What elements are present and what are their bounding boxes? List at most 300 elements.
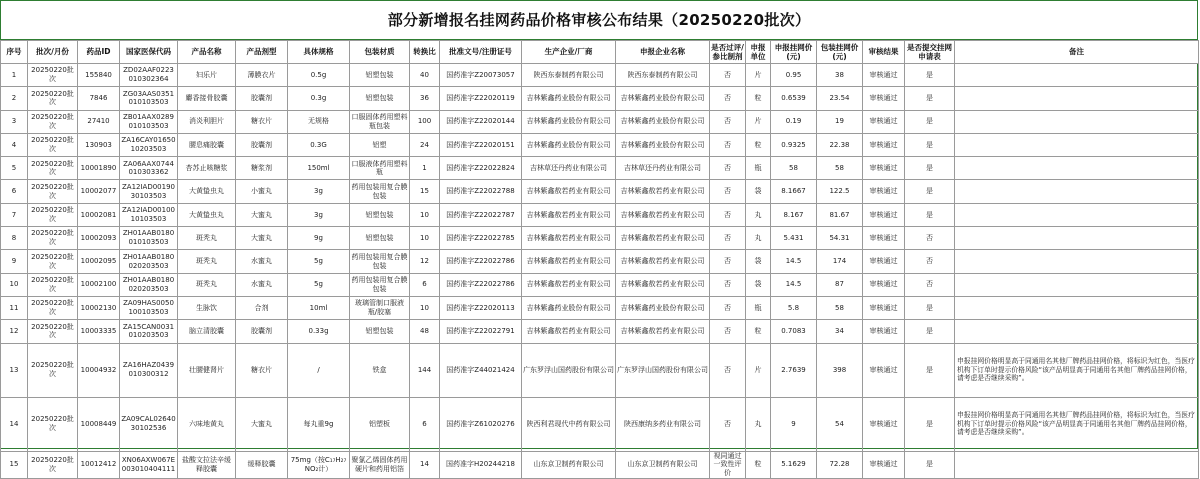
table-cell: 吉林紫鑫敖若药业有限公司 — [616, 180, 710, 203]
table-cell: 58 — [771, 157, 817, 180]
table-cell: 5g — [288, 250, 350, 273]
table-cell: 大黄蛰虫丸 — [178, 203, 236, 226]
table-cell: 吉林紫鑫敖若药业有限公司 — [522, 320, 616, 343]
table-cell: 申报挂网价格明显高于同通用名其他厂牌药品挂网价格，将标识为红色，当医疗机构下订单时提示价格风险“该产品明显高于同通用名其他厂牌药品挂网价格，请考虑是否继续采购”。 — [955, 343, 1199, 397]
table-cell: 否 — [905, 227, 955, 250]
table-cell: 丸 — [746, 227, 771, 250]
table-cell: 20250220批次 — [28, 250, 78, 273]
table-cell: 糖衣片 — [236, 110, 288, 133]
table-cell: 粒 — [746, 133, 771, 156]
table-cell: 国药准字Z22022787 — [440, 203, 522, 226]
table-cell: 否 — [710, 250, 746, 273]
header-cell: 包装材质 — [350, 41, 410, 64]
table-cell: 20250220批次 — [28, 227, 78, 250]
table-cell: 国药准字Z22022791 — [440, 320, 522, 343]
table-cell: 150ml — [288, 157, 350, 180]
header-cell: 是否过评/参比制剂 — [710, 41, 746, 64]
table-cell: 0.95 — [771, 64, 817, 87]
table-cell: 国药准字Z22022786 — [440, 250, 522, 273]
table-cell: 10012412 — [78, 451, 120, 478]
table-cell: 38 — [817, 64, 863, 87]
table-cell: 122.5 — [817, 180, 863, 203]
table-cell: 六味地黄丸 — [178, 397, 236, 451]
table-cell: 斑秃丸 — [178, 227, 236, 250]
table-cell: 5.8 — [771, 296, 817, 319]
table-cell: 山东京卫制药有限公司 — [522, 451, 616, 478]
table-row — [1, 250, 1199, 273]
table-cell — [955, 250, 1199, 273]
table-cell: 吉林紫鑫药业股份有限公司 — [616, 110, 710, 133]
header-row — [1, 41, 1199, 64]
table-cell: 审核通过 — [863, 273, 905, 296]
table-cell: 视同通过一致性评价 — [710, 451, 746, 478]
table-cell: 10002100 — [78, 273, 120, 296]
table-cell: 瓶 — [746, 157, 771, 180]
table-cell: 陕西东泰制药有限公司 — [522, 64, 616, 87]
table-cell: 否 — [710, 273, 746, 296]
table-cell: 消炎利胆片 — [178, 110, 236, 133]
table-cell: 审核通过 — [863, 110, 905, 133]
table-cell: 23.54 — [817, 87, 863, 110]
table-row — [1, 343, 1199, 397]
table-cell: 国药准字Z22020151 — [440, 133, 522, 156]
table-cell: 13 — [1, 343, 28, 397]
table-cell: 陕西康纳多药业有限公司 — [616, 397, 710, 451]
table-cell: 吉林紫鑫药业股份有限公司 — [616, 133, 710, 156]
table-cell: 丸 — [746, 397, 771, 451]
table-cell: 10002095 — [78, 250, 120, 273]
table-cell: 吉林紫鑫敖若药业有限公司 — [522, 250, 616, 273]
table-cell: 广东罗浮山国药股份有限公司 — [522, 343, 616, 397]
table-cell: 否 — [710, 87, 746, 110]
table-cell: 吉林紫鑫敖若药业有限公司 — [522, 203, 616, 226]
table-cell: 2 — [1, 87, 28, 110]
table-cell — [955, 273, 1199, 296]
table-cell: 8.1667 — [771, 180, 817, 203]
table-cell: 否 — [710, 296, 746, 319]
table-cell: 胶囊剂 — [236, 87, 288, 110]
table-cell: 否 — [710, 110, 746, 133]
table-cell: 14.5 — [771, 250, 817, 273]
header-cell: 申报单位 — [746, 41, 771, 64]
table-cell: 10002130 — [78, 296, 120, 319]
table-cell: 否 — [710, 157, 746, 180]
table-cell: 吉林紫鑫敖若药业有限公司 — [616, 320, 710, 343]
table-cell: 袋 — [746, 180, 771, 203]
table-cell: 3g — [288, 203, 350, 226]
table-cell: 吉林草还丹药业有限公司 — [616, 157, 710, 180]
table-cell — [955, 203, 1199, 226]
table-cell: 20250220批次 — [28, 110, 78, 133]
table-cell: 审核通过 — [863, 451, 905, 478]
table-row — [1, 397, 1199, 451]
table-cell: 7 — [1, 203, 28, 226]
table-cell: 吉林紫鑫敖若药业有限公司 — [522, 227, 616, 250]
table-row — [1, 133, 1199, 156]
table-cell: 药用包装用复合膜包装 — [350, 180, 410, 203]
table-cell: ZG03AAS0351010103503 — [120, 87, 178, 110]
table-cell: ZA06AAX0744010303362 — [120, 157, 178, 180]
table-cell: 7846 — [78, 87, 120, 110]
table-cell: 聚氯乙烯固体药用硬片和药用铝箔 — [350, 451, 410, 478]
header-cell: 具体规格 — [288, 41, 350, 64]
table-cell: 药用包装用复合膜包装 — [350, 273, 410, 296]
header-cell: 是否提交挂网申请表 — [905, 41, 955, 64]
table-cell: 34 — [817, 320, 863, 343]
table-cell — [955, 320, 1199, 343]
table-cell: 国药准字Z61020276 — [440, 397, 522, 451]
header-cell: 审核结果 — [863, 41, 905, 64]
table-cell: 10003335 — [78, 320, 120, 343]
table-cell: 36 — [410, 87, 440, 110]
table-cell: 20250220批次 — [28, 133, 78, 156]
header-cell: 药品ID — [78, 41, 120, 64]
table-cell: 妇乐片 — [178, 64, 236, 87]
header-cell: 转换比 — [410, 41, 440, 64]
table-cell: 国药准字Z22020119 — [440, 87, 522, 110]
table-cell: 54 — [817, 397, 863, 451]
table-cell: 胶囊剂 — [236, 133, 288, 156]
table-cell: 0.7083 — [771, 320, 817, 343]
header-cell: 申报企业名称 — [616, 41, 710, 64]
table-cell: 吉林草还丹药业有限公司 — [522, 157, 616, 180]
table-cell: 袋 — [746, 250, 771, 273]
table-cell: 吉林紫鑫敖若药业有限公司 — [616, 250, 710, 273]
table-cell: 2.7639 — [771, 343, 817, 397]
table-cell: 是 — [905, 451, 955, 478]
table-cell: 87 — [817, 273, 863, 296]
table-cell: 胶囊剂 — [236, 320, 288, 343]
results-table — [0, 40, 1199, 479]
table-row — [1, 273, 1199, 296]
table-cell: 48 — [410, 320, 440, 343]
table-row — [1, 296, 1199, 319]
table-cell: 0.3G — [288, 133, 350, 156]
table-cell: 玻璃管制口服液瓶/胶塞 — [350, 296, 410, 319]
table-cell: 是 — [905, 133, 955, 156]
table-cell: 5.1629 — [771, 451, 817, 478]
table-cell: 铝塑 — [350, 133, 410, 156]
table-cell: 72.28 — [817, 451, 863, 478]
table-cell: 0.3g — [288, 87, 350, 110]
table-cell: 20250220批次 — [28, 451, 78, 478]
table-cell: 3 — [1, 110, 28, 133]
header-cell: 国家医保代码 — [120, 41, 178, 64]
table-cell: 否 — [905, 273, 955, 296]
table-cell: ZA15CAN0031010203503 — [120, 320, 178, 343]
table-cell: 22.38 — [817, 133, 863, 156]
table-cell: 国药准字H20244218 — [440, 451, 522, 478]
table-cell — [955, 227, 1199, 250]
table-cell: 是 — [905, 343, 955, 397]
table-cell: 审核通过 — [863, 203, 905, 226]
table-cell: 国药准字Z22022788 — [440, 180, 522, 203]
table-cell: 吉林紫鑫药业股份有限公司 — [616, 296, 710, 319]
header-cell: 产品剂型 — [236, 41, 288, 64]
table-cell: 大蜜丸 — [236, 227, 288, 250]
table-cell: 吉林紫鑫敖若药业有限公司 — [522, 273, 616, 296]
table-cell: 大黄蛰虫丸 — [178, 180, 236, 203]
table-cell: 130903 — [78, 133, 120, 156]
table-cell: 0.33g — [288, 320, 350, 343]
table-cell: 5g — [288, 273, 350, 296]
table-cell: 审核通过 — [863, 296, 905, 319]
table-cell: 54.31 — [817, 227, 863, 250]
table-cell: 10002093 — [78, 227, 120, 250]
table-cell: 审核通过 — [863, 397, 905, 451]
table-cell: 薄膜衣片 — [236, 64, 288, 87]
table-cell: 脑立清胶囊 — [178, 320, 236, 343]
table-cell: 20250220批次 — [28, 203, 78, 226]
table-cell: 75mg（按C₁₇H₂₇NO₂计） — [288, 451, 350, 478]
table-cell: 申报挂网价格明显高于同通用名其他厂牌药品挂网价格，将标识为红色，当医疗机构下订单时提示价格风险“该产品明显高于同通用名其他厂牌药品挂网价格，请考虑是否继续采购”。 — [955, 397, 1199, 451]
table-cell: 是 — [905, 157, 955, 180]
table-cell: 国药准字Z22022785 — [440, 227, 522, 250]
table-cell: 6 — [410, 397, 440, 451]
table-cell: 否 — [905, 250, 955, 273]
table-cell: 是 — [905, 296, 955, 319]
table-cell: 40 — [410, 64, 440, 87]
header-cell: 序号 — [1, 41, 28, 64]
table-cell: 粒 — [746, 87, 771, 110]
table-cell: 14 — [1, 397, 28, 451]
table-cell: 10 — [410, 296, 440, 319]
table-cell: 否 — [710, 320, 746, 343]
table-cell: 否 — [710, 397, 746, 451]
table-cell: 盐酸文拉法辛缓释胶囊 — [178, 451, 236, 478]
table-cell: 14 — [410, 451, 440, 478]
table-cell: 水蜜丸 — [236, 273, 288, 296]
table-cell: ZA12IAD0010010103503 — [120, 203, 178, 226]
table-cell: 4 — [1, 133, 28, 156]
table-cell: ZB01AAX0289010103503 — [120, 110, 178, 133]
table-cell: 丸 — [746, 203, 771, 226]
table-cell: 58 — [817, 296, 863, 319]
table-cell: 12 — [1, 320, 28, 343]
table-cell: 1 — [410, 157, 440, 180]
table-cell: 3g — [288, 180, 350, 203]
table-cell: 袋 — [746, 273, 771, 296]
table-cell: 审核通过 — [863, 320, 905, 343]
table-cell: 广东罗浮山国药股份有限公司 — [616, 343, 710, 397]
table-cell: 审核通过 — [863, 64, 905, 87]
table-cell: 粒 — [746, 320, 771, 343]
table-cell: 10008449 — [78, 397, 120, 451]
table-cell: 大蜜丸 — [236, 397, 288, 451]
table-cell: 398 — [817, 343, 863, 397]
table-cell: 0.5g — [288, 64, 350, 87]
table-cell: ZH01AAB0180020203503 — [120, 273, 178, 296]
table-cell: / — [288, 343, 350, 397]
table-cell: 审核通过 — [863, 87, 905, 110]
table-cell: 否 — [710, 203, 746, 226]
table-cell: 审核通过 — [863, 157, 905, 180]
table-cell: 9 — [771, 397, 817, 451]
table-cell: 9g — [288, 227, 350, 250]
table-cell: 是 — [905, 87, 955, 110]
table-cell: 审核通过 — [863, 133, 905, 156]
table-cell: 否 — [710, 64, 746, 87]
table-cell: 吉林紫鑫敖若药业有限公司 — [616, 203, 710, 226]
table-cell: 0.19 — [771, 110, 817, 133]
table-cell: ZA09HAS0050100103503 — [120, 296, 178, 319]
table-cell: 11 — [1, 296, 28, 319]
table-cell: 1 — [1, 64, 28, 87]
table-cell: 10002077 — [78, 180, 120, 203]
table-cell: 国药准字Z22022824 — [440, 157, 522, 180]
table-cell — [955, 110, 1199, 133]
table-cell: 国药准字Z20073057 — [440, 64, 522, 87]
table-cell: 20250220批次 — [28, 320, 78, 343]
table-cell: 20250220批次 — [28, 343, 78, 397]
table-cell: 国药准字Z22020113 — [440, 296, 522, 319]
table-cell: 24 — [410, 133, 440, 156]
table-row — [1, 87, 1199, 110]
table-cell: 9 — [1, 250, 28, 273]
table-cell: ZA16HAZ0439010300312 — [120, 343, 178, 397]
table-cell: 20250220批次 — [28, 180, 78, 203]
table-cell: 药用包装用复合膜包装 — [350, 250, 410, 273]
table-cell: 糖浆剂 — [236, 157, 288, 180]
header-cell: 申报挂网价(元) — [771, 41, 817, 64]
table-cell: 吉林紫鑫敖若药业有限公司 — [616, 227, 710, 250]
table-cell — [955, 87, 1199, 110]
table-cell: 14.5 — [771, 273, 817, 296]
header-cell: 产品名称 — [178, 41, 236, 64]
table-cell: 吉林紫鑫药业股份有限公司 — [522, 110, 616, 133]
table-cell: 铝塑包装 — [350, 87, 410, 110]
table-row — [1, 180, 1199, 203]
table-cell: 麝香接骨胶囊 — [178, 87, 236, 110]
table-cell: ZA12IAD0019030103503 — [120, 180, 178, 203]
table-cell: ZA09CAL0264030102536 — [120, 397, 178, 451]
table-cell: 口服固体药用塑料瓶包装 — [350, 110, 410, 133]
table-cell: 10 — [410, 227, 440, 250]
table-cell: 8 — [1, 227, 28, 250]
table-cell: ZH01AAB0180020203503 — [120, 250, 178, 273]
table-cell: 陕西利君现代中药有限公司 — [522, 397, 616, 451]
table-cell: 吉林紫鑫药业股份有限公司 — [522, 296, 616, 319]
table-cell — [955, 451, 1199, 478]
table-cell: 10ml — [288, 296, 350, 319]
table-row — [1, 157, 1199, 180]
table-cell: 174 — [817, 250, 863, 273]
table-row — [1, 110, 1199, 133]
header-cell: 批次/月份 — [28, 41, 78, 64]
table-cell: 是 — [905, 180, 955, 203]
table-cell: 国药准字Z22022786 — [440, 273, 522, 296]
table-cell — [955, 64, 1199, 87]
table-cell: 是 — [905, 203, 955, 226]
table-cell: 20250220批次 — [28, 157, 78, 180]
table-cell: 斑秃丸 — [178, 250, 236, 273]
table-cell: ZA16CAY0165010203503 — [120, 133, 178, 156]
table-cell: 小蜜丸 — [236, 180, 288, 203]
table-cell: 58 — [817, 157, 863, 180]
header-cell: 生产企业/厂商 — [522, 41, 616, 64]
table-cell: 粒 — [746, 451, 771, 478]
table-cell: 19 — [817, 110, 863, 133]
table-cell: 国药准字Z44021424 — [440, 343, 522, 397]
table-cell: 铁盒 — [350, 343, 410, 397]
table-cell: 糖衣片 — [236, 343, 288, 397]
page-title: 部分新增报名挂网药品价格审核公布结果（20250220批次） — [387, 11, 811, 29]
table-cell: 20250220批次 — [28, 273, 78, 296]
table-cell: 20250220批次 — [28, 397, 78, 451]
table-cell: 0.9325 — [771, 133, 817, 156]
table-cell: 片 — [746, 64, 771, 87]
table-cell: 10002081 — [78, 203, 120, 226]
table-cell: 15 — [410, 180, 440, 203]
table-cell: 27410 — [78, 110, 120, 133]
table-cell: 6 — [1, 180, 28, 203]
table-cell: 国药准字Z22020144 — [440, 110, 522, 133]
header-cell: 包装挂网价(元) — [817, 41, 863, 64]
table-cell: 杏苏止咳糖浆 — [178, 157, 236, 180]
table-cell: 铝塑包装 — [350, 203, 410, 226]
table-cell: 铝塑包装 — [350, 320, 410, 343]
table-cell: 否 — [710, 343, 746, 397]
table-row — [1, 320, 1199, 343]
table-cell: 吉林紫鑫药业股份有限公司 — [616, 87, 710, 110]
table-cell: 15 — [1, 451, 28, 478]
table-cell: 铝塑包装 — [350, 64, 410, 87]
table-cell — [955, 296, 1199, 319]
table-cell: 审核通过 — [863, 250, 905, 273]
table-row — [1, 227, 1199, 250]
table-cell: 合剂 — [236, 296, 288, 319]
header-cell: 批准文号/注册证号 — [440, 41, 522, 64]
table-cell: 否 — [710, 227, 746, 250]
table-cell — [955, 157, 1199, 180]
table-cell: 缓释胶囊 — [236, 451, 288, 478]
table-cell: 吉林紫鑫敖若药业有限公司 — [616, 273, 710, 296]
table-cell: 20250220批次 — [28, 87, 78, 110]
table-cell: 否 — [710, 180, 746, 203]
table-cell — [955, 133, 1199, 156]
table-cell: 吉林紫鑫敖若药业有限公司 — [522, 180, 616, 203]
header-cell: 备注 — [955, 41, 1199, 64]
table-cell — [955, 180, 1199, 203]
table-cell: 片 — [746, 110, 771, 133]
table-cell: 20250220批次 — [28, 296, 78, 319]
table-cell: 口服液体药用塑料瓶 — [350, 157, 410, 180]
table-cell: 片 — [746, 343, 771, 397]
table-cell: 陕西东泰制药有限公司 — [616, 64, 710, 87]
table-row — [1, 64, 1199, 87]
table-cell: 是 — [905, 110, 955, 133]
table-cell: 81.67 — [817, 203, 863, 226]
table-body — [1, 64, 1199, 479]
table-cell: 水蜜丸 — [236, 250, 288, 273]
table-cell: 无规格 — [288, 110, 350, 133]
table-cell: 是 — [905, 320, 955, 343]
table-cell: 是 — [905, 397, 955, 451]
table-cell: 铝塑包装 — [350, 227, 410, 250]
table-cell: 吉林紫鑫药业股份有限公司 — [522, 87, 616, 110]
table-cell: 100 — [410, 110, 440, 133]
table-row — [1, 203, 1199, 226]
table-cell: 腰息痛胶囊 — [178, 133, 236, 156]
table-cell: 吉林紫鑫药业股份有限公司 — [522, 133, 616, 156]
table-cell: 山东京卫制药有限公司 — [616, 451, 710, 478]
table-cell: 20250220批次 — [28, 64, 78, 87]
table-cell: XN06AXW067E003010404111 — [120, 451, 178, 478]
table-cell: 壮腰健肾片 — [178, 343, 236, 397]
table-cell: 大蜜丸 — [236, 203, 288, 226]
table-cell: 144 — [410, 343, 440, 397]
table-cell: 审核通过 — [863, 180, 905, 203]
